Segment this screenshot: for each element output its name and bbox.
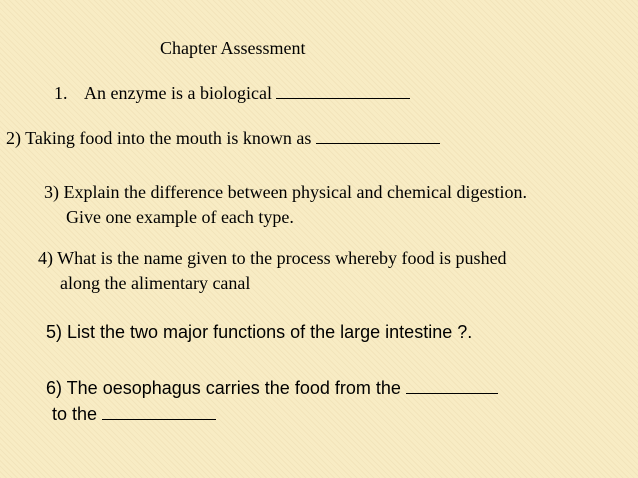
slide-title: Chapter Assessment <box>160 38 306 58</box>
question-1-answer-blank <box>276 83 410 99</box>
question-6-line-2 <box>52 403 216 426</box>
question-2 <box>6 127 440 149</box>
question-1-number: 1. <box>54 83 68 103</box>
question-1 <box>54 82 410 104</box>
question-3-line-2: Give one example of each type. <box>66 207 294 227</box>
question-6-answer-blank-1 <box>406 378 498 394</box>
question-5: 5) List the two major functions of the large intestine ?. <box>46 322 473 342</box>
question-3-line-1: 3) Explain the difference between physical and chemical digestion. <box>44 182 527 202</box>
question-6-line-1 <box>46 377 498 400</box>
question-6-answer-blank-2 <box>102 404 216 420</box>
question-2-answer-blank <box>316 128 440 144</box>
question-2-text: 2) Taking food into the mouth is known as <box>6 128 312 148</box>
question-4-line-1: 4) What is the name given to the process whereby food is pushed <box>38 248 507 268</box>
question-1-text: An enzyme is a biological <box>84 83 272 103</box>
question-4-line-2: along the alimentary canal <box>60 273 251 293</box>
question-6-to-the: to the <box>52 404 98 424</box>
question-6-text: 6) The oesophagus carries the food from the <box>46 378 401 398</box>
